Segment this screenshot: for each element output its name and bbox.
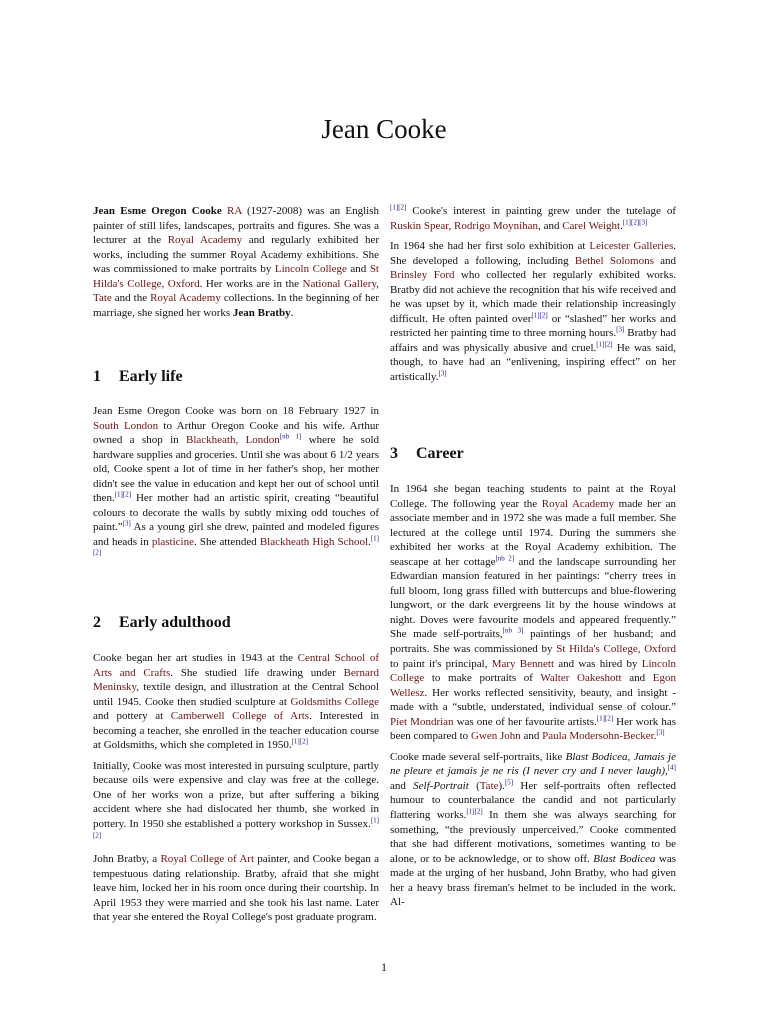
link-walter-oakeshott[interactable]: Walter Oakeshott xyxy=(540,672,622,685)
link-ruskin-spear[interactable]: Ruskin Spear xyxy=(390,219,449,232)
link-mary-bennett[interactable]: Mary Bennett xyxy=(491,657,554,670)
link-bethel-solomons[interactable]: Bethel Solomons xyxy=(574,254,654,267)
cite-ref[interactable]: [1][2] xyxy=(93,534,379,557)
note-ref[interactable]: [nb 3] xyxy=(502,626,524,635)
link-rca[interactable]: Royal College of Art xyxy=(160,853,255,866)
paragraph: Cooke made several self-portraits, like Blast Bodicea, Jamais je ne pleure et jamais je ne ris (I never cry and I never laugh),[4] and Self-Portrait (Tate).[5] Her self-portraits often reflected humour to counterbalance the candid and not particularly flattering works.[1][2] In them she was always searching for something, “the previously unperceived.” Cooke commented that she had different motivations, sometimes wanting to be alone, or to be acknowledge, or to show off. Blast Bodicea was made at the urging of her husband, John Bratby, who had given her a heavy brass fireman's helmet to be included in the work. Al- xyxy=(390,750,677,909)
paragraph-continuation: [1][2] Cooke's interest in painting grew under the tutelage of Ruskin Spear, Rodrigo Moynihan, and Carel Weight.[1][2][3] xyxy=(390,203,676,232)
paragraph: In 1964 she had her first solo exhibition at Leicester Galleries. She developed a following, including Bethel Solomons and Brinsley Ford who collected her regularly exhibited works. Bratby did not achieve the recognition that his wife received and he was upset by it, which made their relationship increasingly difficult. He often painted over[1][2] or “slashed” her works and restricted her painting time to three morning hours.[3] Bratby had affairs and was physically abusive and cruel.[1][2] He was said, though, to have had an “enlivening, inspiring effect” on her artistically.[3] xyxy=(390,240,676,384)
cite-ref[interactable]: [1][2] xyxy=(596,714,614,723)
cite-ref[interactable]: [1][2] xyxy=(466,807,483,816)
note-ref[interactable]: [nb 2] xyxy=(495,554,515,563)
cite-ref[interactable]: [3] xyxy=(616,325,625,334)
link-st-hildas-2[interactable]: St Hilda's College, Oxford xyxy=(556,643,676,656)
cite-ref[interactable]: [1][2] xyxy=(596,340,613,349)
link-egon-wellesz[interactable]: Egon Wellesz xyxy=(390,672,676,699)
link-blackheath-high[interactable]: Blackheath High School xyxy=(259,535,369,548)
intro-paragraph: Jean Esme Oregon Cooke RA (1927-2008) was an English painter of still lifes, landscapes, portraits and figures. She was a lecturer at the Royal Academy and regularly exhibited her works, including the summer Royal Academy exhibitions. She was commissioned to make portraits by Lincoln College and St Hilda's College, Oxford. Her works are in the National Gallery, Tate and the Royal Academy collections. In the beginning of her marriage, she signed her works Jean Bratby. xyxy=(93,205,379,319)
link-royal-academy-2[interactable]: Royal Academy xyxy=(150,292,221,305)
section-heading-early-life: 1 Early life xyxy=(93,368,183,385)
link-camberwell[interactable]: Camberwell College of Arts xyxy=(170,710,310,723)
link-paula-modersohn-becker[interactable]: Paula Modersohn-Becker xyxy=(542,730,654,743)
cite-ref[interactable]: [3] xyxy=(438,369,447,378)
link-st-hildas[interactable]: St Hilda's College, Oxford xyxy=(93,263,379,290)
link-south-london[interactable]: South London xyxy=(93,419,159,432)
artwork-title: Blast Bodicea, Jamais je ne pleure et jamais je ne ris (I never cry and I never laugh) xyxy=(390,750,676,778)
link-piet-mondrian[interactable]: Piet Mondrian xyxy=(390,715,454,728)
link-gwen-john[interactable]: Gwen John xyxy=(470,730,521,743)
cite-ref[interactable]: [4] xyxy=(667,763,676,772)
note-ref[interactable]: [nb 1] xyxy=(279,432,302,441)
cite-ref[interactable]: [3] xyxy=(122,519,131,528)
link-moynihan[interactable]: Rodrigo Moynihan xyxy=(454,219,539,232)
cite-ref[interactable]: [1][2] xyxy=(93,816,379,839)
paragraph: Initially, Cooke was most interested in pursuing sculpture, partly because oils were expensive and clay was free at the college. One of her works won a prize, but after suffering a biking accident where she had dislocated her thumb, she worked in pottery. In 1950 she established a pottery workshop in Sussex.[1][2] xyxy=(93,759,379,839)
link-brinsley-ford[interactable]: Brinsley Ford xyxy=(390,269,455,282)
paragraph: In 1964 she began teaching students to paint at the Royal College. The following year the Royal Academy made her an associate member and in 1972 she was made a full member. She lectured at the college until 1974. During the summers she exhibited her works at the Royal Academy exhibition. The seascape at her cottage[nb 2] and the landscape surrounding her Edwardian mansion featured in her paintings: “cherry trees in full bloom, long grass filled with buttercups and blue-flowering lungwort, or the dark evergreens lit by the house windows at night. Doves were favourite models and appeared frequently.” She made self-portraits,[nb 3] paintings of her husband; and portraits. She was commissioned by St Hilda's College, Oxford to paint it's principal, Mary Bennett and was hired by Lincoln College to make portraits of Walter Oakeshott and Egon Wellesz. Her works reflected sensitivity, beauty, and insight - made with a “subtle, understated, individual sense of colour.” Piet Mondrian was one of her favourite artists.[1][2] Her work has been compared to Gwen John and Paula Modersohn-Becker.[3] xyxy=(390,483,676,743)
paragraph: Cooke began her art studies in 1943 at the Central School of Arts and Crafts. She studied life drawing under Bernard Meninsky, textile design, and illustration at the Central School until 1945. Cooke then studied sculpture at Goldsmiths College and pottery at Camberwell College of Arts. Interested in becoming a teacher, she enrolled in the teacher education course at Goldsmiths, which she completed in 1950.[1][2] xyxy=(93,652,379,752)
cite-ref[interactable]: [1][2] xyxy=(531,311,548,320)
section-heading-early-adulthood: 2 Early adulthood xyxy=(93,614,231,631)
link-royal-academy[interactable]: Royal Academy xyxy=(167,234,243,247)
cite-ref[interactable]: [1][2] xyxy=(291,737,308,746)
link-ra[interactable]: RA xyxy=(227,205,242,217)
link-plasticine[interactable]: plasticine xyxy=(151,535,194,548)
link-national-gallery[interactable]: National Gallery xyxy=(302,277,377,290)
cite-ref[interactable]: [5] xyxy=(504,778,514,787)
link-goldsmiths[interactable]: Goldsmiths College xyxy=(290,695,379,708)
link-tate-2[interactable]: Tate xyxy=(479,779,499,792)
subject-name: Jean Esme Oregon Cooke xyxy=(93,205,222,217)
right-column-top xyxy=(390,204,676,391)
link-tate[interactable]: Tate xyxy=(93,292,112,305)
early-adulthood-text xyxy=(93,651,379,931)
link-meninsky[interactable]: Bernard Meninsky xyxy=(93,666,379,694)
paragraph-continued: John Bratby, a Royal College of Art painter, and Cooke began a tempestuous dating relationship. Bratby, afraid that she might leave him, locked her in his room once during their courtship. In April 1953 they were married and she took his last name. Later that year she entered the Royal College's post graduate program. xyxy=(93,853,379,924)
signature-name: Jean Bratby xyxy=(232,306,291,319)
artwork-title: Blast Bodicea xyxy=(593,852,656,865)
link-carel-weight[interactable]: Carel Weight xyxy=(562,219,621,232)
page-title: Jean Cooke xyxy=(321,114,447,144)
link-blackheath[interactable]: Blackheath, London xyxy=(185,434,280,447)
section-heading-career: 3 Career xyxy=(390,445,464,462)
cite-ref[interactable]: [1][2][3] xyxy=(622,217,648,226)
link-royal-academy-3[interactable]: Royal Academy xyxy=(541,497,615,510)
career-text xyxy=(390,482,676,916)
link-lincoln-college[interactable]: Lincoln College xyxy=(274,263,347,276)
link-central-school[interactable]: Central School of Arts and Crafts xyxy=(93,652,379,679)
page-number: 1 xyxy=(381,960,387,974)
link-leicester-galleries[interactable]: Leicester Galleries xyxy=(589,240,674,253)
cite-ref[interactable]: [1][2] xyxy=(114,490,132,499)
cite-ref[interactable]: [3] xyxy=(656,728,665,737)
cite-ref[interactable]: [1][2] xyxy=(390,203,407,212)
artwork-title: Self-Portrait xyxy=(413,779,469,792)
early-life-paragraph: Jean Esme Oregon Cooke was born on 18 February 1927 in South London to Arthur Oregon Cooke and his wife. Arthur owned a shop in Blackheath, London[nb 1] where he sold hardware supplies and groceries. Until she was about 6 1/2 years old, Cooke spent a lot of time in her father's shop, her mother didn't see the value in education and kept her out of school until then.[1][2] Her mother had an artistic spirit, creating “beautiful colours to decorate the walls by subtly mixing odd touches of paint.”[3] As a young girl she drew, painted and modeled figures and heads in plasticine. She attended Blackheath High School.[1][2] xyxy=(93,405,380,557)
link-lincoln-college-2[interactable]: Lincoln College xyxy=(390,657,676,685)
